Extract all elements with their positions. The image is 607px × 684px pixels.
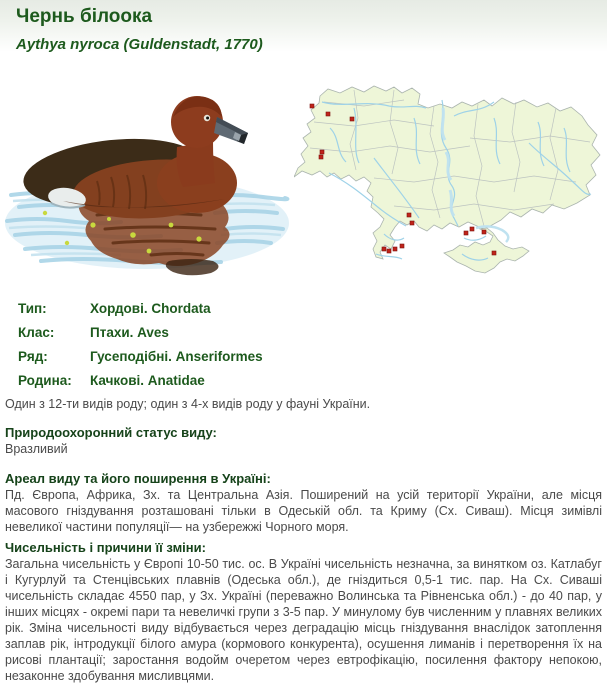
taxonomy-label: Клас: [18, 325, 55, 340]
distribution-marker [492, 251, 496, 255]
taxonomy-label: Родина: [18, 373, 72, 388]
scientific-name: Aythya nyroca (Guldenstadt, 1770) [16, 36, 263, 53]
page-title: Чернь білоока [16, 6, 153, 27]
genus-note: Один з 12-ти видів роду; один з 4-х видів роду у фауні України. [5, 397, 371, 411]
distribution-marker [400, 244, 404, 248]
distribution-marker [482, 230, 486, 234]
section-heading-range: Ареал виду та його поширення в Україні: [5, 471, 271, 486]
ukraine-range-map-svg [294, 78, 607, 284]
distribution-marker [319, 155, 323, 159]
ukraine-range-map [294, 78, 607, 284]
distribution-marker [382, 247, 386, 251]
taxonomy-row [18, 369, 602, 393]
taxonomy-value: Хордові. Chordata [90, 301, 211, 316]
taxonomy-value: Качкові. Anatidae [90, 373, 205, 388]
distribution-marker [350, 117, 354, 121]
section-heading-population: Чисельність і причини її зміни: [5, 540, 206, 555]
distribution-marker [410, 221, 414, 225]
taxonomy-row [18, 345, 602, 369]
crimea-shape [444, 228, 529, 273]
distribution-marker [464, 231, 468, 235]
section-body-range: Пд. Європа, Африка, Зх. та Центральна Азія. Поширений на усій території України, але місця масового гніздування розташовані тільки в Одеській обл. та Криму (Сх. Сиваш). Місця зимівлі невеликої частини популяції— на узбережжі Чорного моря. [5, 488, 602, 534]
distribution-marker [470, 227, 474, 231]
distribution-marker [387, 249, 391, 253]
taxonomy-row [18, 297, 602, 321]
taxonomy-value: Гусеподібні. Anseriformes [90, 349, 263, 364]
distribution-marker [393, 247, 397, 251]
section-body-status: Вразливий [5, 442, 68, 456]
taxonomy-label: Тип: [18, 301, 47, 316]
main-content [5, 297, 602, 684]
distribution-marker [407, 213, 411, 217]
distribution-marker [326, 112, 330, 116]
duck-illustration-svg [1, 75, 293, 289]
taxonomy-value: Птахи. Aves [90, 325, 169, 340]
section-body-population: Загальна чисельність у Європі 10-50 тис. ос. В Україні чисельність незначна, за винятком оз. Катлабуг і Кугурлуй та Стенцівських плавнів (Одеська обл.), де гніздиться 0,5-1 тис. пар. На Сх. Сиваші чисельність складає 4550 пар, у Зх. Україні (переважно Волинська та Рівненська обл.) - до 40 пар, у інших місцях - окремі пари та невеличкі групи з 3-5 пар. У минулому був численним у плавнях великих рік. Зміна чисельності виду відбувається через деградацію місць гніздування внаслідок затоплення заплав рік, інтродукції білого амура (кормового конкурента), осушення лиманів і перетворення їх на рисові плантації; заростання водойм очеретом через евтрофікацію, посилення фактору непокою, незаконне здобування мисливцями. [5, 557, 602, 683]
taxonomy-label: Ряд: [18, 349, 48, 364]
distribution-marker [310, 104, 314, 108]
distribution-marker [320, 150, 324, 154]
duck-illustration [1, 75, 293, 289]
taxonomy-table [18, 297, 602, 393]
taxonomy-row [18, 321, 602, 345]
section-heading-status: Природоохоронний статус виду: [5, 425, 217, 440]
